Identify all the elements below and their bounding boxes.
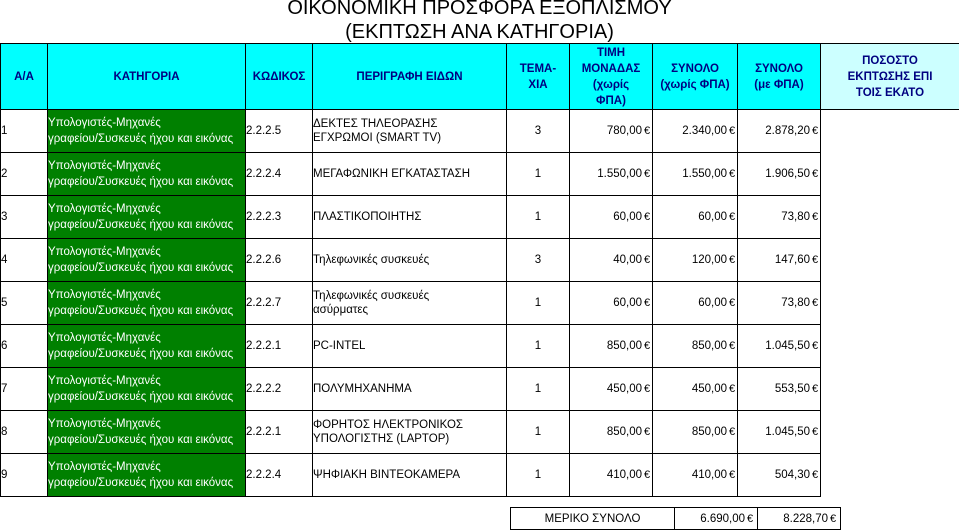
euro-symbol: €: [644, 426, 651, 438]
total-vat-cell: 1.906,50 €: [738, 153, 821, 196]
header-qty: ΤΕΜΑ- ΧΙΑ: [507, 44, 570, 110]
description-cell: PC-INTEL: [313, 325, 507, 368]
code-cell: 2.2.2.1: [246, 411, 313, 454]
row-number: 8: [1, 411, 48, 454]
table-row: [1, 153, 959, 196]
total-vat-cell: 553,50 €: [738, 368, 821, 411]
table-row: [1, 196, 959, 239]
page-title: ΟΙΚΟΝΟΜΙΚΗ ΠΡΟΣΦΟΡΑ ΕΞΟΠΛΙΣΜΟΥ: [287, 0, 672, 19]
euro-symbol: €: [644, 211, 651, 223]
subtotal-box: [510, 507, 841, 530]
header-code: ΚΩΔΙΚΟΣ: [246, 44, 313, 110]
subtotal-total: 6.690,00 €: [675, 508, 758, 529]
row-number: 2: [1, 153, 48, 196]
unit-price-cell: 450,00 €: [570, 368, 653, 411]
qty-cell: 1: [507, 325, 570, 368]
total-vat-cell: 1.045,50 €: [738, 325, 821, 368]
unit-price-cell: 410,00 €: [570, 454, 653, 497]
unit-price-cell: 780,00 €: [570, 110, 653, 153]
euro-symbol: €: [812, 168, 819, 180]
row-number: 4: [1, 239, 48, 282]
category-cell: Υπολογιστές-Μηχανές γραφείου/Συσκευές ήχου και εικόνας: [48, 110, 246, 153]
discount-cell: [821, 196, 959, 239]
euro-symbol: €: [812, 211, 819, 223]
category-cell: Υπολογιστές-Μηχανές γραφείου/Συσκευές ήχου και εικόνας: [48, 282, 246, 325]
description-cell: ΠΛΑΣΤΙΚΟΠΟΙΗΤΗΣ: [313, 196, 507, 239]
category-cell: Υπολογιστές-Μηχανές γραφείου/Συσκευές ήχου και εικόνας: [48, 454, 246, 497]
total-vat-cell: 73,80 €: [738, 282, 821, 325]
total-cell: 2.340,00 €: [653, 110, 738, 153]
description-cell: ΠΟΛΥΜΗΧΑΝΗΜΑ: [313, 368, 507, 411]
discount-cell: [821, 411, 959, 454]
euro-symbol: €: [812, 383, 819, 395]
category-cell: Υπολογιστές-Μηχανές γραφείου/Συσκευές ήχου και εικόνας: [48, 239, 246, 282]
header-unit-price: ΤΙΜΗ ΜΟΝΑΔΑΣ (χωρίς ΦΠΑ): [570, 44, 653, 110]
euro-symbol: €: [644, 254, 651, 266]
description-cell: ΦΟΡΗΤΟΣ ΗΛΕΚΤΡΟΝΙΚΟΣ ΥΠΟΛΟΓΙΣΤΗΣ (LAPTOP): [313, 411, 507, 454]
description-cell: Τηλεφωνικές συσκευές ασύρματες: [313, 282, 507, 325]
total-cell: 850,00 €: [653, 411, 738, 454]
qty-cell: 1: [507, 411, 570, 454]
euro-symbol: €: [812, 469, 819, 481]
subtotal-label: ΜΕΡΙΚΟ ΣΥΝΟΛΟ: [511, 508, 675, 529]
row-number: 5: [1, 282, 48, 325]
euro-symbol: €: [644, 297, 651, 309]
description-cell: ΜΕΓΑΦΩΝΙΚΗ ΕΓΚΑΤΑΣΤΑΣΗ: [313, 153, 507, 196]
euro-symbol: €: [729, 125, 736, 137]
row-number: 6: [1, 325, 48, 368]
euro-symbol: €: [644, 469, 651, 481]
qty-cell: 1: [507, 153, 570, 196]
qty-cell: 1: [507, 196, 570, 239]
description-cell: ΨΗΦΙΑΚΗ ΒΙΝΤΕΟΚΑΜΕΡΑ: [313, 454, 507, 497]
subtotal-total-vat: 8.228,70 €: [783, 512, 837, 525]
code-cell: 2.2.2.4: [246, 454, 313, 497]
total-cell: 450,00 €: [653, 368, 738, 411]
euro-symbol: €: [729, 340, 736, 352]
total-cell: 60,00 €: [653, 282, 738, 325]
total-vat-cell: 2.878,20 €: [738, 110, 821, 153]
header-row: [1, 44, 959, 110]
discount-cell: [821, 368, 959, 411]
qty-cell: 3: [507, 110, 570, 153]
total-cell: 120,00 €: [653, 239, 738, 282]
unit-price-cell: 1.550,00 €: [570, 153, 653, 196]
euro-symbol: €: [729, 168, 736, 180]
qty-cell: 1: [507, 454, 570, 497]
unit-price-cell: 40,00 €: [570, 239, 653, 282]
euro-symbol: €: [830, 512, 837, 525]
table-row: [1, 368, 959, 411]
euro-symbol: €: [812, 254, 819, 266]
table-row: [1, 110, 959, 153]
code-cell: 2.2.2.7: [246, 282, 313, 325]
row-number: 3: [1, 196, 48, 239]
row-number: 9: [1, 454, 48, 497]
qty-cell: 1: [507, 282, 570, 325]
discount-cell: [821, 110, 959, 153]
unit-price-cell: 60,00 €: [570, 282, 653, 325]
total-cell: 60,00 €: [653, 196, 738, 239]
qty-cell: 3: [507, 239, 570, 282]
row-number: 7: [1, 368, 48, 411]
description-cell: Τηλεφωνικές συσκευές: [313, 239, 507, 282]
offer-table: [0, 43, 959, 497]
qty-cell: 1: [507, 368, 570, 411]
table-row: [1, 325, 959, 368]
euro-symbol: €: [644, 340, 651, 352]
discount-cell: [821, 153, 959, 196]
page-subtitle: (ΕΚΠΤΩΣΗ ΑΝΑ ΚΑΤΗΓΟΡΙΑ): [345, 21, 614, 43]
euro-symbol: €: [729, 426, 736, 438]
row-number: 1: [1, 110, 48, 153]
code-cell: 2.2.2.5: [246, 110, 313, 153]
unit-price-cell: 60,00 €: [570, 196, 653, 239]
total-vat-cell: 1.045,50 €: [738, 411, 821, 454]
header-discount: ΠΟΣΟΣΤΟ ΕΚΠΤΩΣΗΣ ΕΠΙ ΤΟΙΣ ΕΚΑΤΟ: [821, 44, 959, 110]
total-vat-cell: 504,30 €: [738, 454, 821, 497]
euro-symbol: €: [729, 254, 736, 266]
euro-symbol: €: [729, 297, 736, 309]
category-cell: Υπολογιστές-Μηχανές γραφείου/Συσκευές ήχου και εικόνας: [48, 153, 246, 196]
euro-symbol: €: [644, 125, 651, 137]
table-row: [1, 239, 959, 282]
header-aa: Α/Α: [1, 44, 48, 110]
discount-cell: [821, 239, 959, 282]
table-row: [1, 411, 959, 454]
total-cell: 1.550,00 €: [653, 153, 738, 196]
euro-symbol: €: [812, 340, 819, 352]
total-vat-cell: 73,80 €: [738, 196, 821, 239]
euro-symbol: €: [729, 469, 736, 481]
code-cell: 2.2.2.4: [246, 153, 313, 196]
discount-cell: [821, 282, 959, 325]
header-description: ΠΕΡΙΓΡΑΦΗ ΕΙΔΩΝ: [313, 44, 507, 110]
code-cell: 2.2.2.3: [246, 196, 313, 239]
unit-price-cell: 850,00 €: [570, 325, 653, 368]
description-cell: ΔΕΚΤΕΣ ΤΗΛΕΟΡΑΣΗΣ ΕΓΧΡΩΜΟΙ (SMART TV): [313, 110, 507, 153]
header-total: ΣΥΝΟΛΟ (χωρίς ΦΠΑ): [653, 44, 738, 110]
table-row: [1, 454, 959, 497]
euro-symbol: €: [729, 211, 736, 223]
header-category: ΚΑΤΗΓΟΡΙΑ: [48, 44, 246, 110]
code-cell: 2.2.2.6: [246, 239, 313, 282]
euro-symbol: €: [644, 168, 651, 180]
code-cell: 2.2.2.2: [246, 368, 313, 411]
euro-symbol: €: [812, 125, 819, 137]
discount-cell: [821, 325, 959, 368]
total-cell: 850,00 €: [653, 325, 738, 368]
unit-price-cell: 850,00 €: [570, 411, 653, 454]
category-cell: Υπολογιστές-Μηχανές γραφείου/Συσκευές ήχου και εικόνας: [48, 196, 246, 239]
euro-symbol: €: [747, 512, 754, 525]
total-cell: 410,00 €: [653, 454, 738, 497]
euro-symbol: €: [729, 383, 736, 395]
discount-cell: [821, 454, 959, 497]
category-cell: Υπολογιστές-Μηχανές γραφείου/Συσκευές ήχου και εικόνας: [48, 325, 246, 368]
euro-symbol: €: [812, 297, 819, 309]
header-total-vat: ΣΥΝΟΛΟ (με ΦΠΑ): [738, 44, 821, 110]
total-vat-cell: 147,60 €: [738, 239, 821, 282]
euro-symbol: €: [644, 383, 651, 395]
table-row: [1, 282, 959, 325]
category-cell: Υπολογιστές-Μηχανές γραφείου/Συσκευές ήχου και εικόνας: [48, 411, 246, 454]
euro-symbol: €: [812, 426, 819, 438]
code-cell: 2.2.2.1: [246, 325, 313, 368]
category-cell: Υπολογιστές-Μηχανές γραφείου/Συσκευές ήχου και εικόνας: [48, 368, 246, 411]
